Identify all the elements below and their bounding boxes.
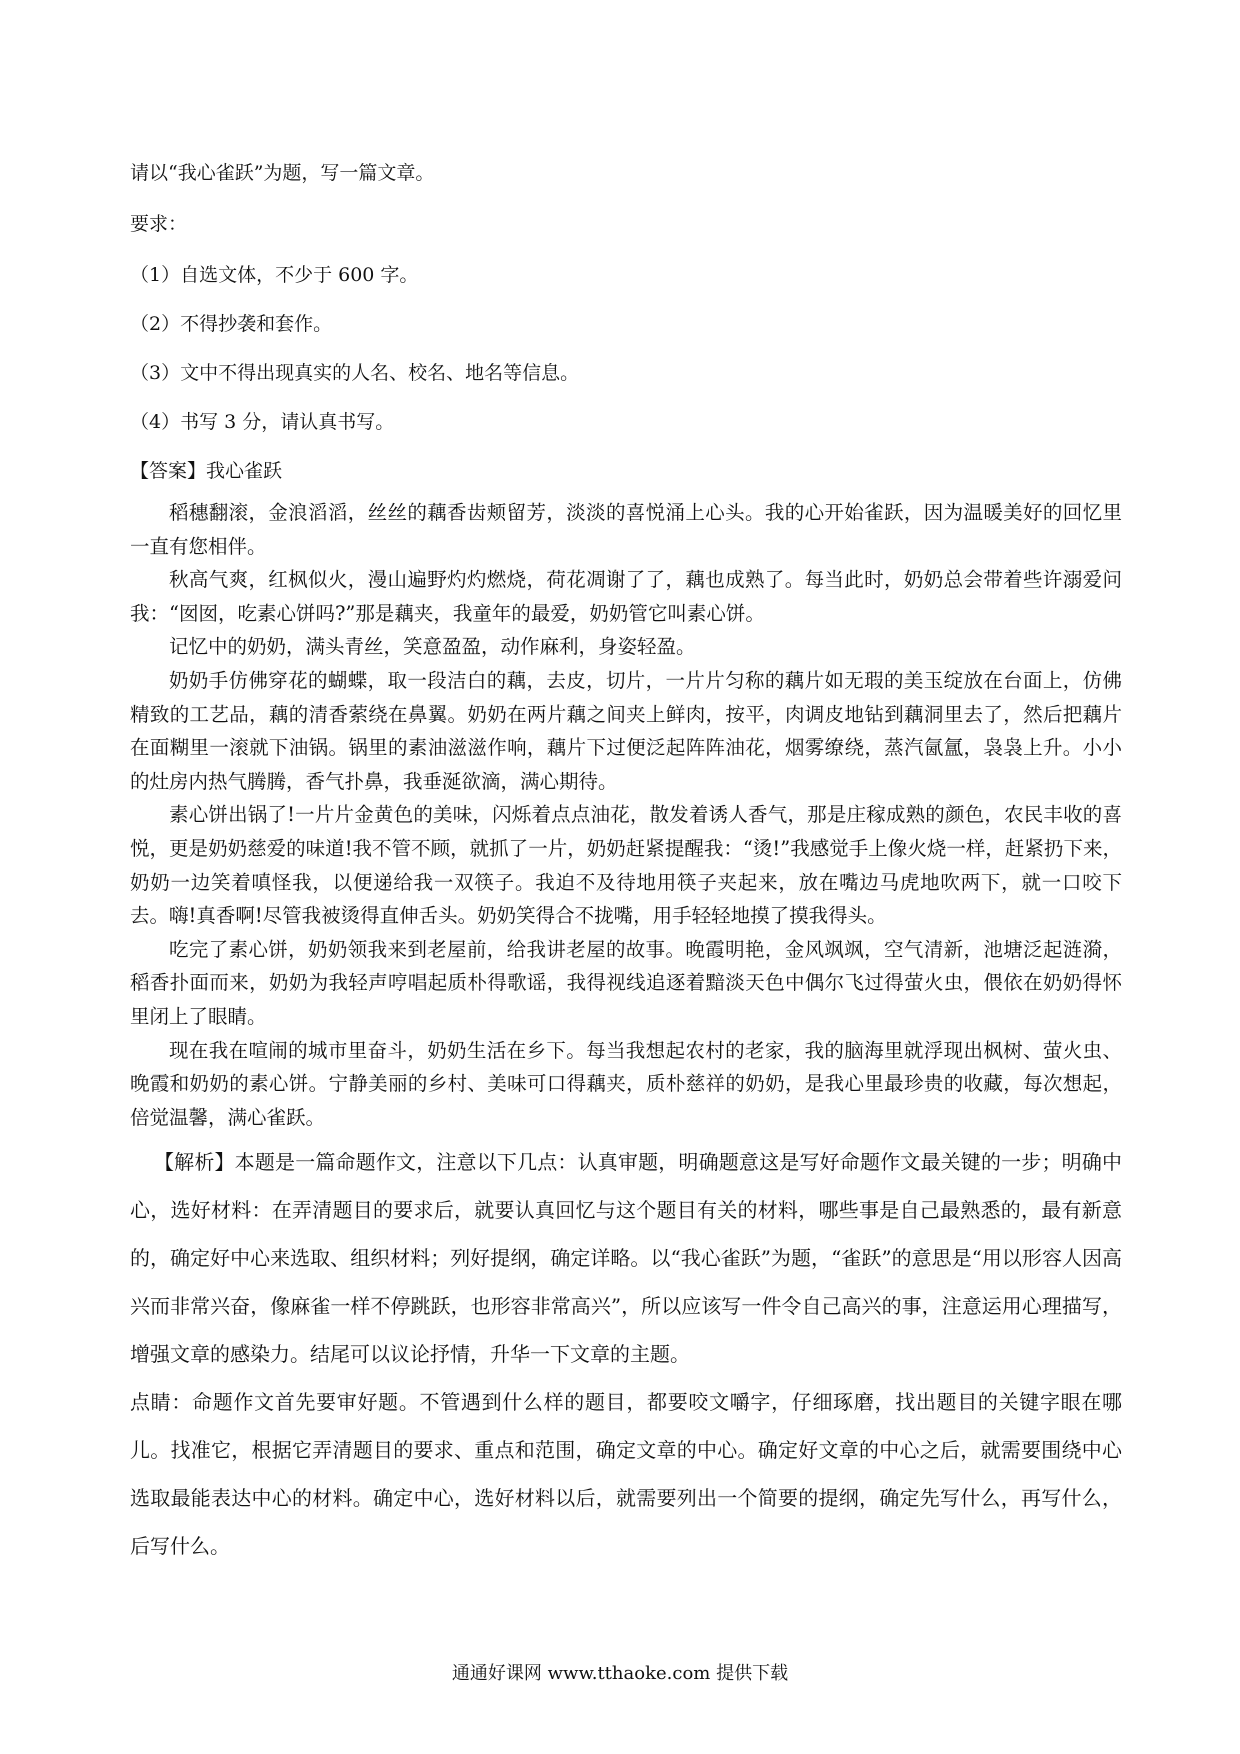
answer-heading: 【答案】我心雀跃 xyxy=(130,460,283,482)
page-footer: 通通好课网 www.tthaoke.com 提供下载 xyxy=(451,1663,789,1684)
essay-paragraph: 记忆中的奶奶，满头青丝，笑意盈盈，动作麻利，身姿轻盈。 xyxy=(169,635,696,659)
model-essay xyxy=(130,496,1122,1134)
essay-paragraph: 奶奶手仿佛穿花的蝴蝶，取一段洁白的藕，去皮，切片，一片片匀称的藕片如无瑕的美玉绽放在台面上，仿佛精致的工艺品，藕的清香萦绕在鼻翼。奶奶在两片藕之间夹上鲜肉，按平，肉调皮地钻到藕洞里去了，然后把藕片在面糊里一滚就下油锅。锅里的素油滋滋作响，藕片下过便泛起阵阵油花，烟雾缭绕，蒸汽氤氲，袅袅上升。小小的灶房内热气腾腾，香气扑鼻，我垂涎欲滴，满心期待。 xyxy=(130,668,1122,793)
analysis-paragraph: 【解析】本题是一篇命题作文，注意以下几点：认真审题，明确题意这是写好命题作文最关键的一步；明确中心，选好材料：在弄清题目的要求后，就要认真回忆与这个题目有关的材料，哪些事是自己最熟悉的，最有新意的，确定好中心来选取、组织材料；列好提纲，确定详略。以“我心雀跃”为题，“雀跃”的意思是“用以形容人因高兴而非常兴奋，像麻雀一样不停跳跃，也形容非常高兴”，所以应该写一件令自己高兴的事，注意运用心理描写，增强文章的感染力。结尾可以议论抒情，升华一下文章的主题。 xyxy=(130,1150,1122,1367)
essay-paragraph: 吃完了素心饼，奶奶领我来到老屋前，给我讲老屋的故事。晚霞明艳，金风飒飒，空气清新，池塘泛起涟漪，稻香扑面而来，奶奶为我轻声哼唱起质朴得歌谣，我得视线追逐着黯淡天色中偶尔飞过得萤火虫，偎依在奶奶得怀里闭上了眼睛。 xyxy=(130,937,1122,1028)
requirements-title: 要求： xyxy=(130,213,188,235)
requirement-item: （2）不得抄袭和套作。 xyxy=(130,313,333,335)
essay-paragraph: 现在我在喧闹的城市里奋斗，奶奶生活在乡下。每当我想起农村的老家，我的脑海里就浮现出枫树、萤火虫、晚霞和奶奶的素心饼。宁静美丽的乡村、美味可口得藕夹，质朴慈祥的奶奶，是我心里最珍贵的收藏，每次想起，倍觉温馨，满心雀跃。 xyxy=(130,1038,1122,1129)
essay-prompt: 请以“我心雀跃”为题，写一篇文章。 xyxy=(130,162,435,184)
essay-paragraph: 稻穗翻滚，金浪滔滔，丝丝的藕香齿颊留芳，淡淡的喜悦涌上心头。我的心开始雀跃，因为温暖美好的回忆里一直有您相伴。 xyxy=(130,501,1122,558)
requirement-item: （3）文中不得出现真实的人名、校名、地名等信息。 xyxy=(130,362,580,384)
requirement-item: （4）书写 3 分，请认真书写。 xyxy=(130,411,395,433)
tip-paragraph: 点睛：命题作文首先要审好题。不管遇到什么样的题目，都要咬文嚼字，仔细琢磨，找出题目的关键字眼在哪儿。找准它，根据它弄清题目的要求、重点和范围，确定文章的中心。确定好文章的中心之后，就需要围绕中心选取最能表达中心的材料。确定中心，选好材料以后，就需要列出一个简要的提纲，确定先写什么，再写什么，后写什么。 xyxy=(130,1390,1122,1559)
essay-paragraph: 素心饼出锅了!一片片金黄色的美味，闪烁着点点油花，散发着诱人香气，那是庄稼成熟的颜色，农民丰收的喜悦，更是奶奶慈爱的味道!我不管不顾，就抓了一片，奶奶赶紧提醒我：“烫!”我感觉手上像火烧一样，赶紧扔下来，奶奶一边笑着嗔怪我，以便递给我一双筷子。我迫不及待地用筷子夹起来，放在嘴边马虎地吹两下，就一口咬下去。嗨!真香啊!尽管我被烫得直伸舌头。奶奶笑得合不拢嘴，用手轻轻地摸了摸我得头。 xyxy=(130,803,1122,928)
requirements-list xyxy=(130,262,1122,435)
essay-paragraph: 秋高气爽，红枫似火，漫山遍野灼灼燃烧，荷花凋谢了了，藕也成熟了。每当此时，奶奶总会带着些许溺爱问我：“囡囡，吃素心饼吗?”那是藕夹，我童年的最爱，奶奶管它叫素心饼。 xyxy=(130,568,1122,625)
document-content xyxy=(130,160,1122,1570)
requirement-item: （1）自选文体，不少于 600 字。 xyxy=(130,264,419,286)
analysis-section xyxy=(130,1138,1122,1570)
